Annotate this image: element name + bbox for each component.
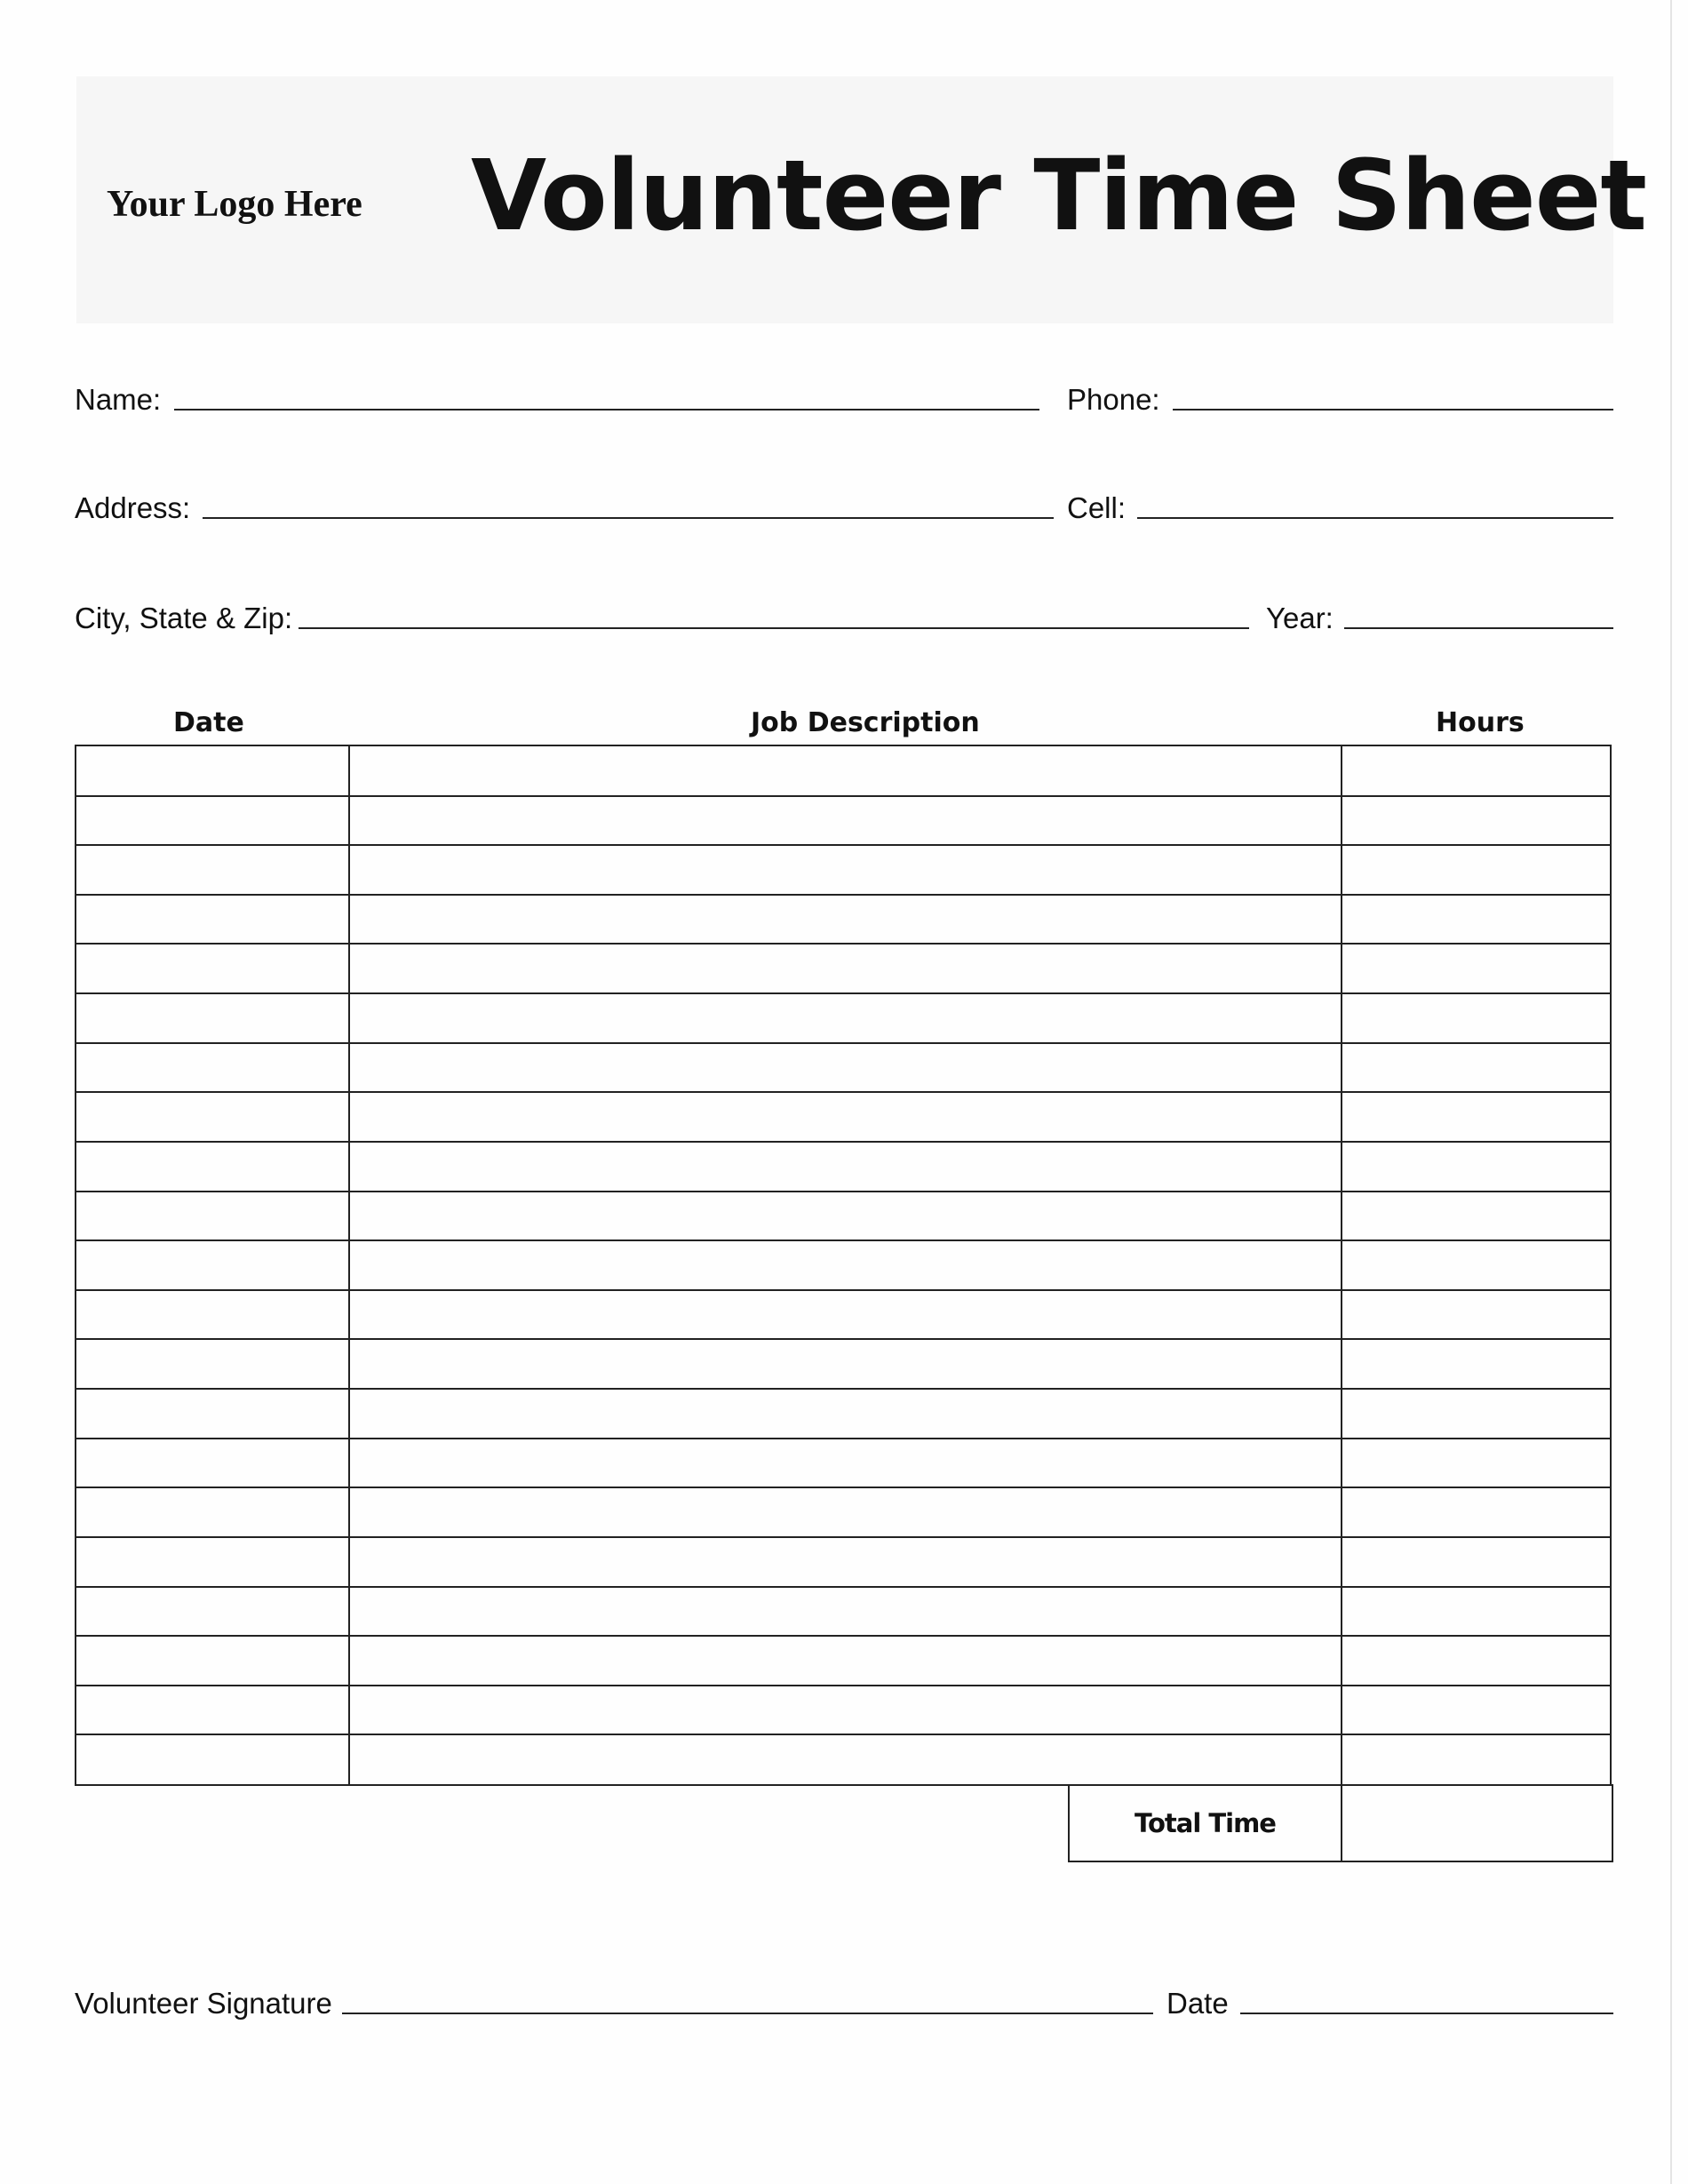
cell-field[interactable]: [1137, 517, 1613, 519]
table-cell-date[interactable]: [78, 1736, 347, 1782]
table-row-divider: [76, 795, 1610, 797]
table-cell-date[interactable]: [78, 1292, 347, 1338]
table-cell-job-description[interactable]: [351, 1638, 1340, 1684]
table-cell-job-description[interactable]: [351, 1341, 1340, 1387]
table-cell-job-description[interactable]: [351, 748, 1340, 794]
time-entry-table: [75, 745, 1612, 1786]
table-row-divider: [76, 1487, 1610, 1488]
table-row-divider: [76, 1289, 1610, 1291]
table-cell-date[interactable]: [78, 1341, 347, 1387]
total-time-field[interactable]: [1342, 1786, 1612, 1861]
table-row-divider: [76, 1586, 1610, 1588]
table-cell-hours[interactable]: [1343, 1341, 1608, 1387]
table-cell-job-description[interactable]: [351, 1440, 1340, 1487]
address-label: Address:: [75, 491, 191, 524]
table-cell-hours[interactable]: [1343, 1193, 1608, 1239]
table-cell-job-description[interactable]: [351, 1736, 1340, 1782]
table-cell-hours[interactable]: [1343, 1440, 1608, 1487]
table-cell-date[interactable]: [78, 1193, 347, 1239]
table-cell-hours[interactable]: [1343, 1292, 1608, 1338]
address-field[interactable]: [203, 517, 1054, 519]
table-cell-job-description[interactable]: [351, 1687, 1340, 1734]
table-row-divider: [76, 1091, 1610, 1093]
table-cell-date[interactable]: [78, 798, 347, 844]
table-cell-date[interactable]: [78, 897, 347, 943]
table-row-divider: [76, 1635, 1610, 1637]
table-cell-job-description[interactable]: [351, 1193, 1340, 1239]
table-row-divider: [76, 1685, 1610, 1686]
table-cell-job-description[interactable]: [351, 945, 1340, 992]
column-header-job-description: Job Description: [751, 707, 980, 738]
table-cell-job-description[interactable]: [351, 1489, 1340, 1535]
table-row-divider: [76, 1734, 1610, 1735]
table-row-divider: [76, 1239, 1610, 1241]
table-cell-job-description[interactable]: [351, 1539, 1340, 1585]
volunteer-signature-label: Volunteer Signature: [75, 1987, 332, 2020]
table-cell-job-description[interactable]: [351, 798, 1340, 844]
column-header-date: Date: [173, 707, 244, 738]
table-row-divider: [76, 1438, 1610, 1439]
table-cell-job-description[interactable]: [351, 1242, 1340, 1288]
table-cell-hours[interactable]: [1343, 897, 1608, 943]
table-cell-hours[interactable]: [1343, 1589, 1608, 1635]
table-cell-hours[interactable]: [1343, 1391, 1608, 1437]
table-cell-date[interactable]: [78, 1242, 347, 1288]
table-row-divider: [76, 894, 1610, 896]
table-cell-hours[interactable]: [1343, 945, 1608, 992]
table-column-divider: [1341, 746, 1342, 1784]
year-label: Year:: [1266, 602, 1334, 634]
signature-date-field[interactable]: [1240, 2013, 1613, 2014]
table-row-divider: [76, 943, 1610, 945]
name-label: Name:: [75, 383, 162, 416]
table-cell-hours[interactable]: [1343, 1736, 1608, 1782]
table-row-divider: [76, 1536, 1610, 1538]
total-time-label: Total Time: [1135, 1808, 1276, 1838]
page-edge: [1670, 0, 1672, 2184]
total-time-box: [1068, 1784, 1613, 1862]
table-cell-date[interactable]: [78, 847, 347, 893]
table-row-divider: [76, 1338, 1610, 1340]
city-state-zip-label: City, State & Zip:: [75, 602, 293, 634]
table-cell-date[interactable]: [78, 945, 347, 992]
cell-label: Cell:: [1067, 491, 1127, 524]
table-cell-date[interactable]: [78, 1687, 347, 1734]
table-cell-hours[interactable]: [1343, 1242, 1608, 1288]
volunteer-signature-field[interactable]: [342, 2013, 1153, 2014]
table-cell-job-description[interactable]: [351, 847, 1340, 893]
table-row-divider: [76, 1388, 1610, 1390]
table-cell-job-description[interactable]: [351, 1292, 1340, 1338]
logo-placeholder: Your Logo Here: [107, 184, 362, 225]
table-cell-date[interactable]: [78, 1539, 347, 1585]
table-cell-date[interactable]: [78, 1144, 347, 1190]
table-cell-job-description[interactable]: [351, 1045, 1340, 1091]
table-cell-hours[interactable]: [1343, 1144, 1608, 1190]
table-cell-job-description[interactable]: [351, 1391, 1340, 1437]
signature-date-label: Date: [1166, 1987, 1229, 2020]
city-state-zip-field[interactable]: [299, 627, 1249, 629]
table-cell-date[interactable]: [78, 748, 347, 794]
table-row-divider: [76, 1191, 1610, 1192]
table-cell-date[interactable]: [78, 1045, 347, 1091]
table-cell-date[interactable]: [78, 1440, 347, 1487]
column-header-hours: Hours: [1436, 707, 1525, 738]
table-cell-job-description[interactable]: [351, 1094, 1340, 1140]
table-cell-job-description[interactable]: [351, 897, 1340, 943]
table-cell-date[interactable]: [78, 995, 347, 1041]
table-cell-date[interactable]: [78, 1638, 347, 1684]
table-cell-hours[interactable]: [1343, 1045, 1608, 1091]
table-cell-date[interactable]: [78, 1391, 347, 1437]
table-cell-hours[interactable]: [1343, 798, 1608, 844]
table-cell-job-description[interactable]: [351, 1589, 1340, 1635]
page-title: Volunteer Time Sheet: [471, 139, 1646, 252]
table-cell-hours[interactable]: [1343, 847, 1608, 893]
table-cell-hours[interactable]: [1343, 1539, 1608, 1585]
table-column-divider: [348, 746, 350, 1784]
phone-label: Phone:: [1067, 383, 1160, 416]
name-field[interactable]: [174, 409, 1039, 410]
table-cell-date[interactable]: [78, 1094, 347, 1140]
table-cell-hours[interactable]: [1343, 748, 1608, 794]
year-field[interactable]: [1344, 627, 1613, 629]
table-cell-hours[interactable]: [1343, 995, 1608, 1041]
table-cell-date[interactable]: [78, 1589, 347, 1635]
table-row-divider: [76, 1141, 1610, 1143]
table-cell-job-description[interactable]: [351, 1144, 1340, 1190]
table-cell-hours[interactable]: [1343, 1094, 1608, 1140]
table-row-divider: [76, 844, 1610, 846]
table-cell-hours[interactable]: [1343, 1638, 1608, 1684]
table-cell-date[interactable]: [78, 1489, 347, 1535]
table-row-divider: [76, 1042, 1610, 1044]
table-cell-hours[interactable]: [1343, 1489, 1608, 1535]
table-cell-hours[interactable]: [1343, 1687, 1608, 1734]
table-cell-job-description[interactable]: [351, 995, 1340, 1041]
phone-field[interactable]: [1173, 409, 1613, 410]
table-row-divider: [76, 992, 1610, 994]
